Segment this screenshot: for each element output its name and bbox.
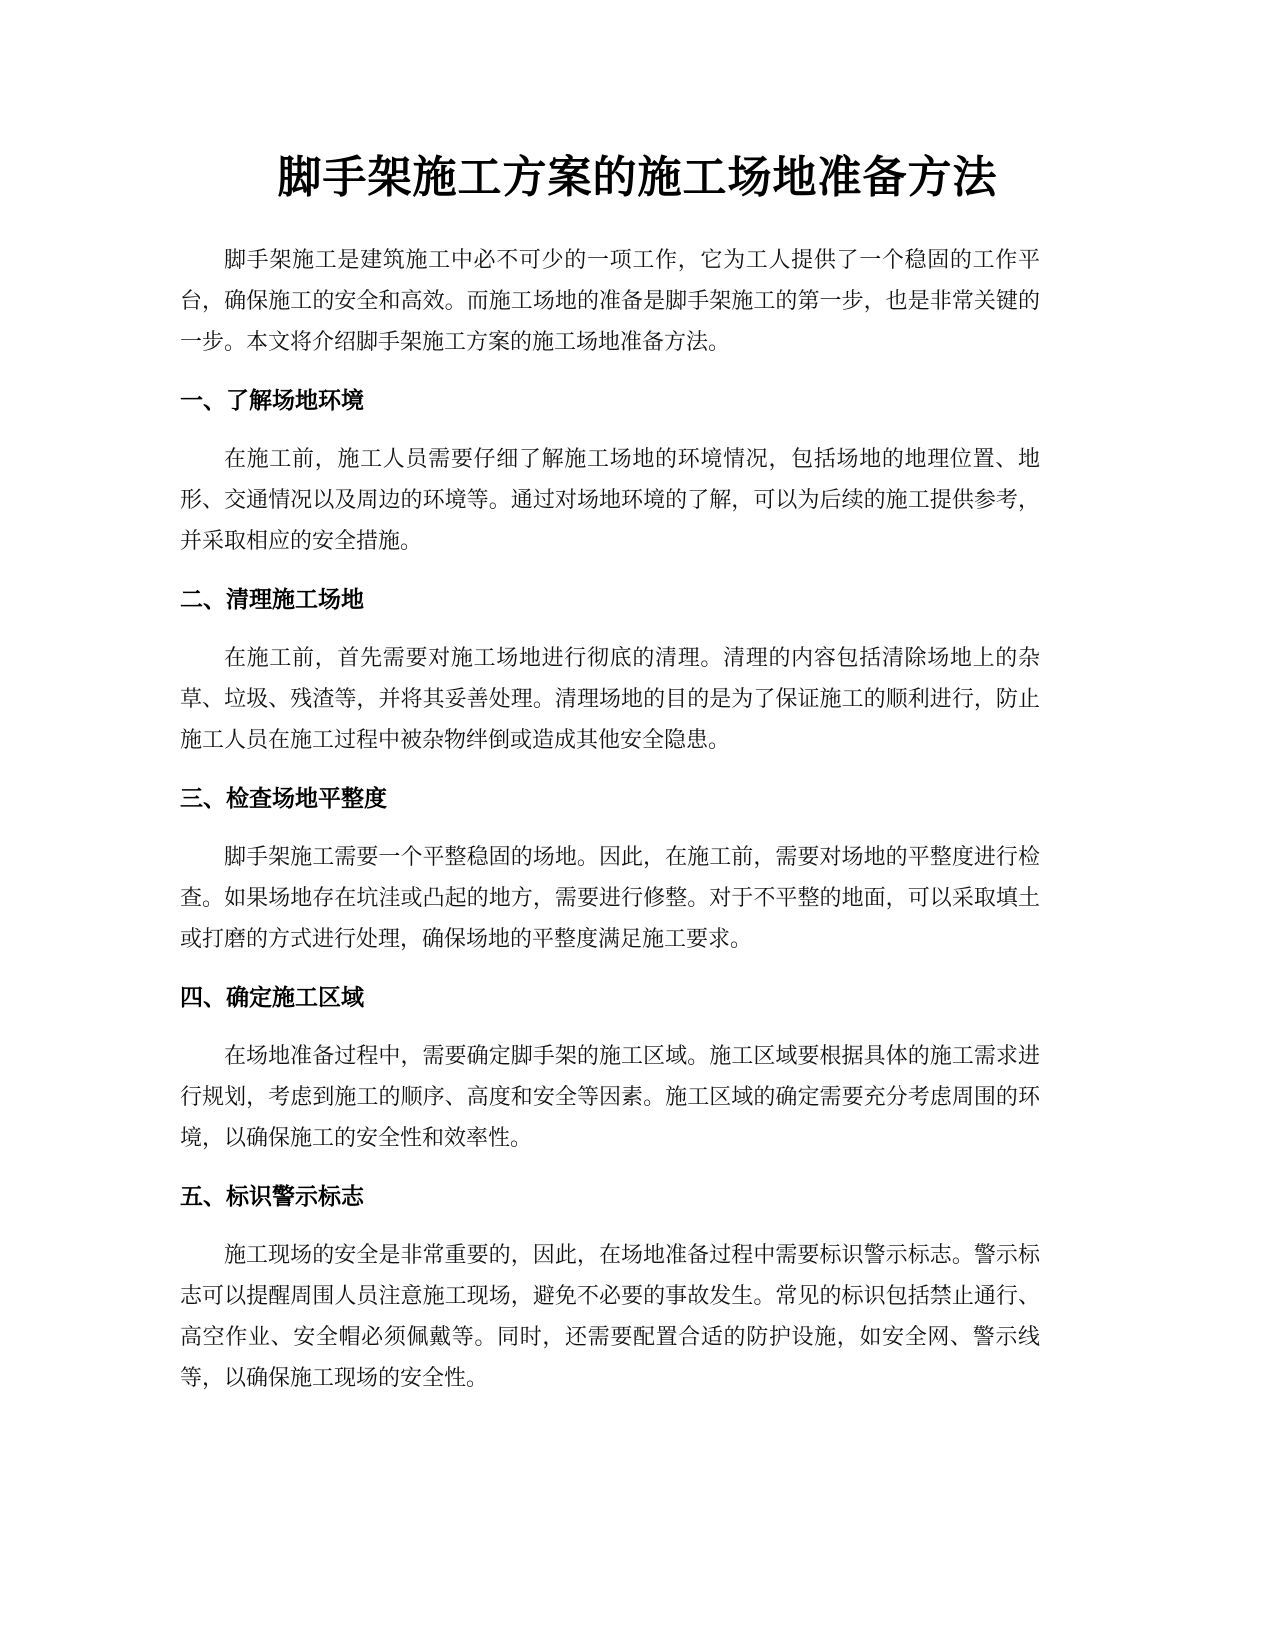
section-heading: 五、标识警示标志 [180, 1184, 364, 1210]
document-body [180, 240, 1040, 1399]
section-heading: 一、了解场地环境 [180, 388, 364, 414]
section-paragraph: 在施工前，首先需要对施工场地进行彻底的清理。清理的内容包括清除场地上的杂草、垃圾、残渣等，并将其妥善处理。清理场地的目的是为了保证施工的顺利进行，防止施工人员在施工过程中被杂物绊倒或造成其他安全隐患。 [180, 646, 1040, 753]
section-3 [180, 783, 1040, 960]
document-title: 脚手架施工方案的施工场地准备方法 [277, 152, 998, 203]
section-heading: 四、确定施工区域 [180, 985, 364, 1011]
section-heading: 三、检查场地平整度 [180, 786, 387, 812]
intro-paragraph: 脚手架施工是建筑施工中必不可少的一项工作，它为工人提供了一个稳固的工作平台，确保施工的安全和高效。而施工场地的准备是脚手架施工的第一步，也是非常关键的一步。本文将介绍脚手架施工方案的施工场地准备方法。 [180, 248, 1040, 355]
section-paragraph: 脚手架施工需要一个平整稳固的场地。因此，在施工前，需要对场地的平整度进行检查。如果场地存在坑洼或凸起的地方，需要进行修整。对于不平整的地面，可以采取填土或打磨的方式进行处理，确保场地的平整度满足施工要求。 [180, 845, 1040, 952]
section-5 [180, 1181, 1040, 1399]
section-1 [180, 385, 1040, 562]
section-paragraph: 施工现场的安全是非常重要的，因此，在场地准备过程中需要标识警示标志。警示标志可以提醒周围人员注意施工现场，避免不必要的事故发生。常见的标识包括禁止通行、高空作业、安全帽必须佩戴等。同时，还需要配置合适的防护设施，如安全网、警示线等，以确保施工现场的安全性。 [180, 1243, 1040, 1391]
section-paragraph: 在施工前，施工人员需要仔细了解施工场地的环境情况，包括场地的地理位置、地形、交通情况以及周边的环境等。通过对场地环境的了解，可以为后续的施工提供参考，并采取相应的安全措施。 [180, 447, 1040, 554]
section-paragraph: 在场地准备过程中，需要确定脚手架的施工区域。施工区域要根据具体的施工需求进行规划，考虑到施工的顺序、高度和安全等因素。施工区域的确定需要充分考虑周围的环境，以确保施工的安全性和效率性。 [180, 1044, 1040, 1151]
section-2 [180, 584, 1040, 761]
section-heading: 二、清理施工场地 [180, 587, 364, 613]
section-4 [180, 982, 1040, 1159]
